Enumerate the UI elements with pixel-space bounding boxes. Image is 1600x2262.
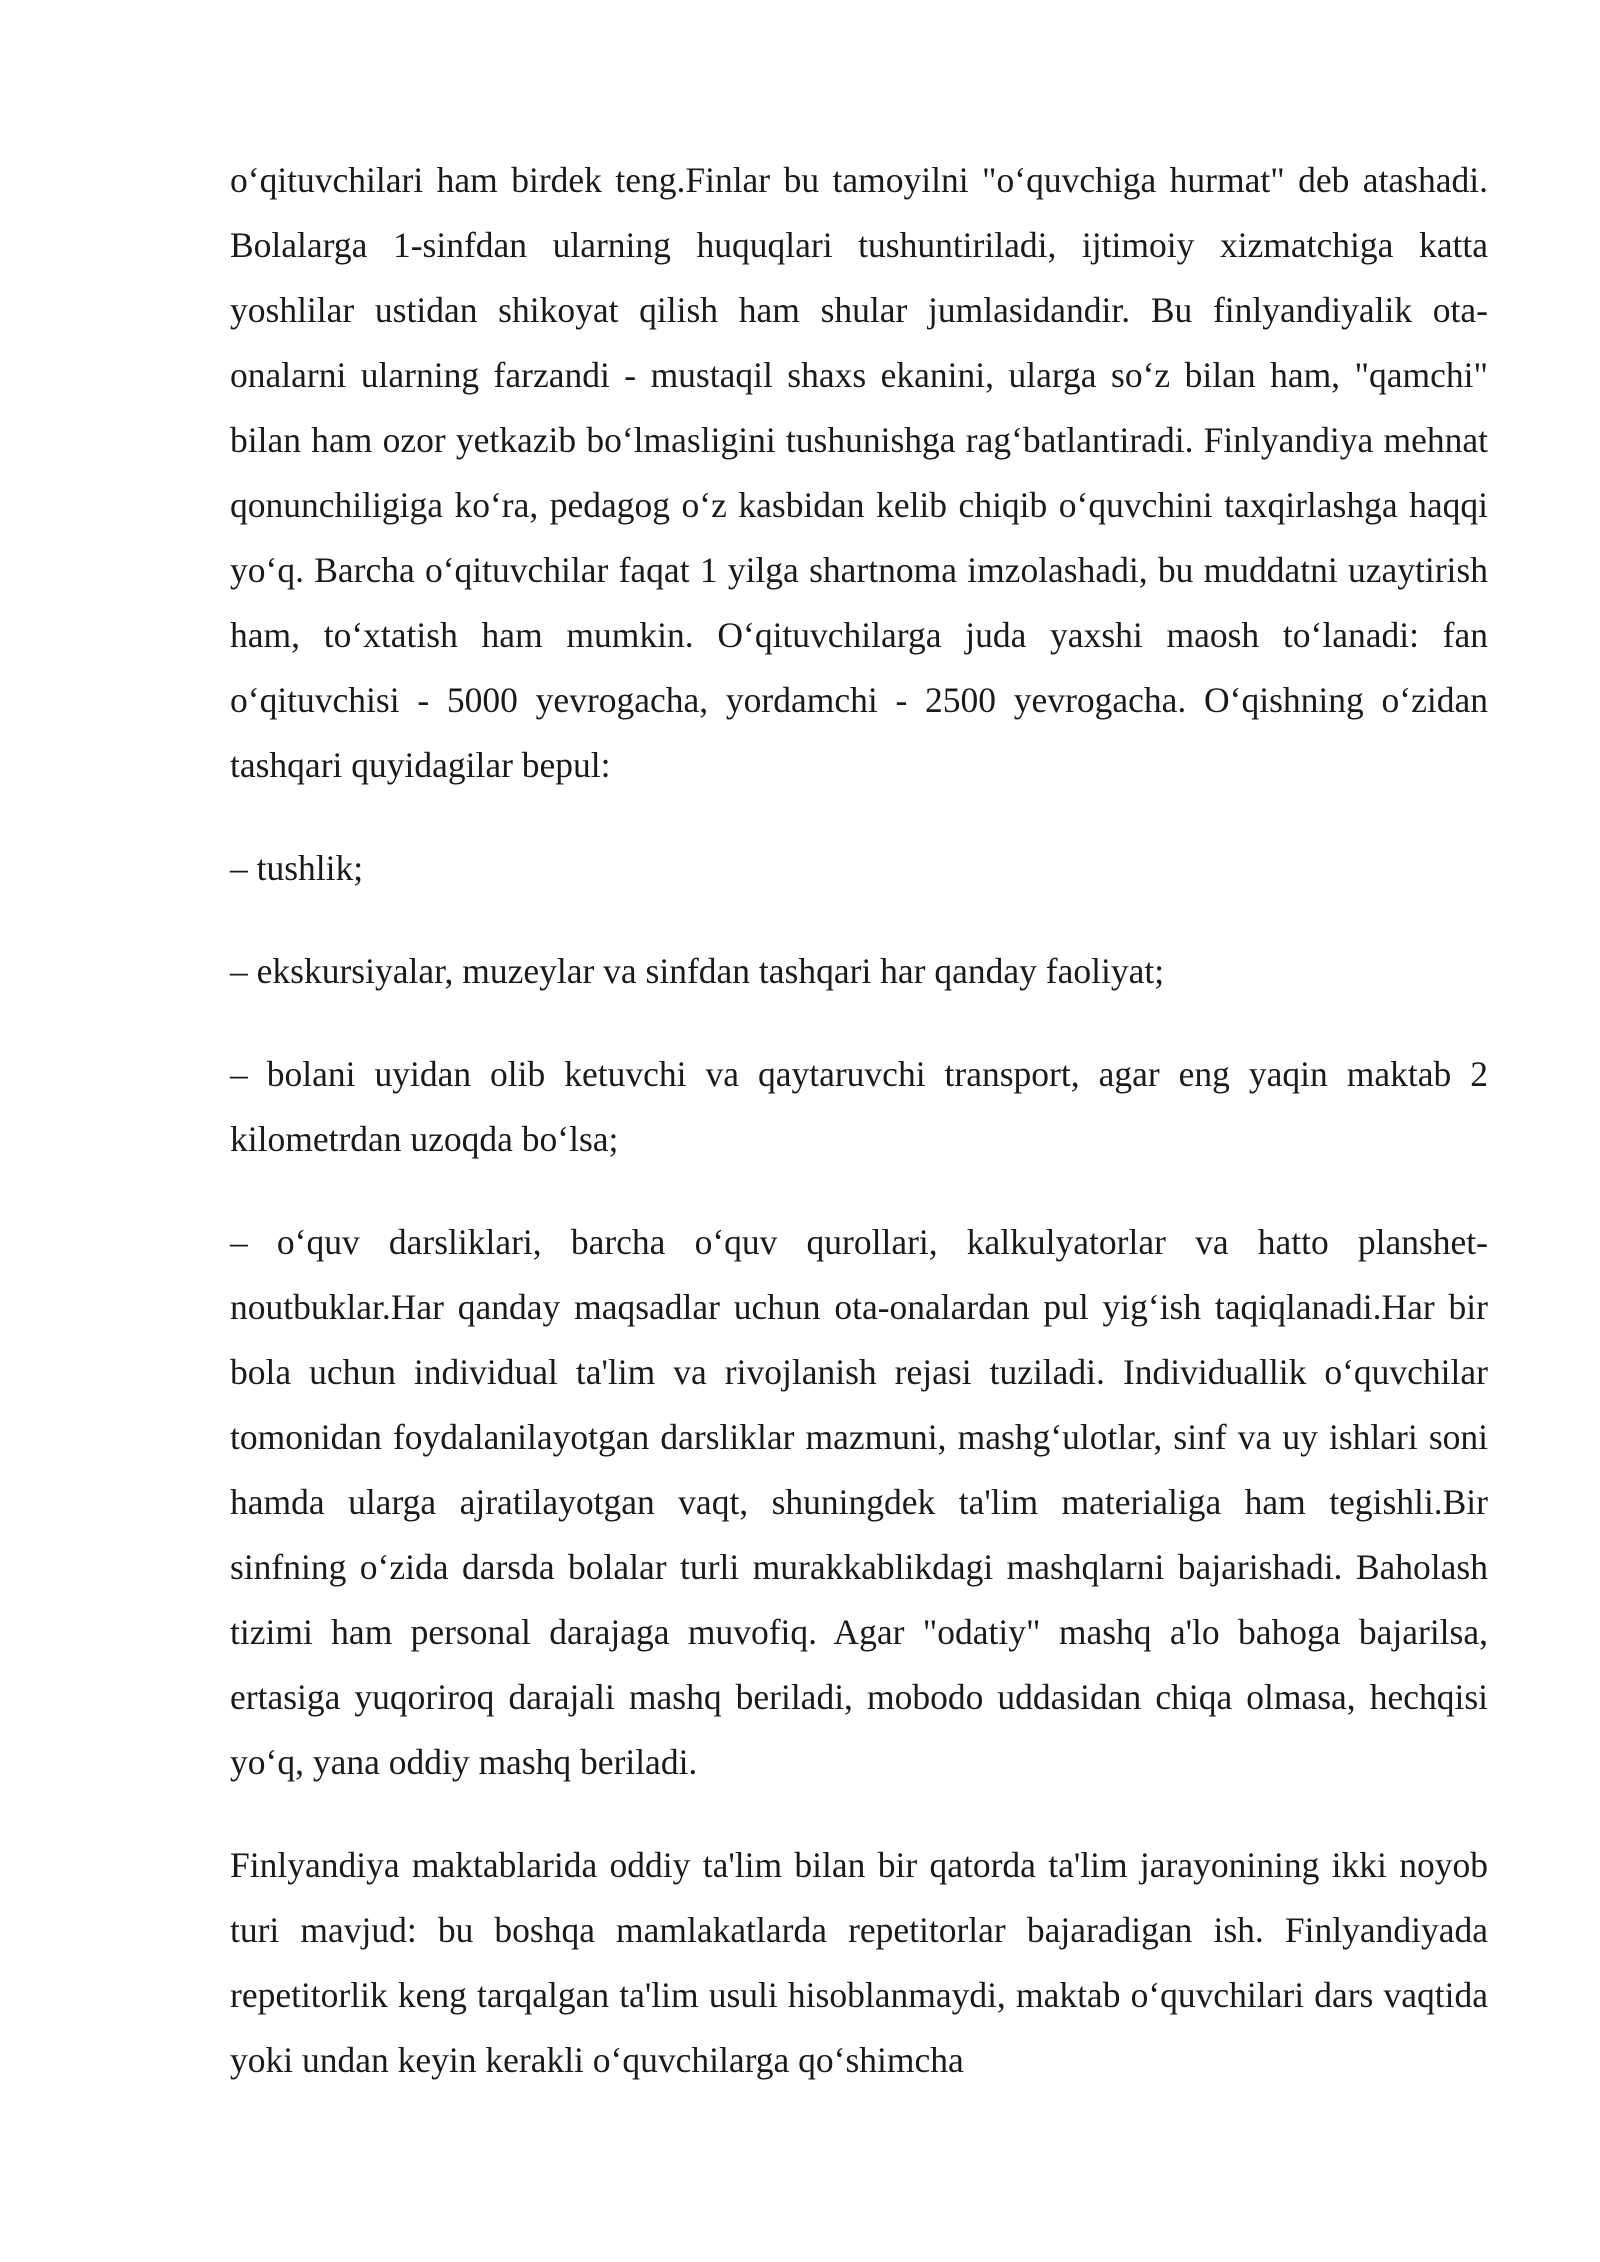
- list-item-textbooks: – oʻquv darsliklari, barcha oʻquv qurollari, kalkulyatorlar va hatto planshet-noutbuklar.Har qanday maqsadlar uchun ota-onalardan pul yigʻish taqiqlanadi.Har bir bola uchun individual ta'lim va rivojlanish rejasi tuziladi. Individuallik oʻquvchilar tomonidan foydalanilayotgan darsliklar mazmuni, mashgʻulotlar, sinf va uy ishlari soni hamda ularga ajratilayotgan vaqt, shuningdek ta'lim materialiga ham tegishli.Bir sinfning oʻzida darsda bolalar turli murakkablikdagi mashqlarni bajarishadi. Baholash tizimi ham personal darajaga muvofiq. Agar "odatiy" mashq a'lo bahoga bajarilsa, ertasiga yuqoriroq darajali mashq beriladi, mobodo uddasidan chiqa olmasa, hechqisi yoʻq, yana oddiy mashq beriladi.: [230, 1222, 1488, 1782]
- list-item-transport: – bolani uyidan olib ketuvchi va qaytaruvchi transport, agar eng yaqin maktab 2 kilometrdan uzoqda boʻlsa;: [230, 1054, 1488, 1159]
- list-item-lunch: – tushlik;: [230, 848, 364, 888]
- list-item-excursions: – ekskursiyalar, muzeylar va sinfdan tashqari har qanday faoliyat;: [230, 951, 1165, 991]
- paragraph-intro: oʻqituvchilari ham birdek teng.Finlar bu tamoyilni "oʻquvchiga hurmat" deb atashadi. Bolalarga 1-sinfdan ularning huquqlari tushuntiriladi, ijtimoiy xizmatchiga katta yoshlilar ustidan shikoyat qilish ham shular jumlasidandir. Bu finlyandiyalik ota-onalarni ularning farzandi - mustaqil shaxs ekanini, ularga soʻz bilan ham, "qamchi" bilan ham ozor yetkazib boʻlmasligini tushunishga ragʻbatlantiradi. Finlyandiya mehnat qonunchiligiga koʻra, pedagog oʻz kasbidan kelib chiqib oʻquvchini taxqirlashga haqqi yoʻq. Barcha oʻqituvchilar faqat 1 yilga shartnoma imzolashadi, bu muddatni uzaytirish ham, toʻxtatish ham mumkin. Oʻqituvchilarga juda yaxshi maosh toʻlanadi: fan oʻqituvchisi - 5000 yevrogacha, yordamchi - 2500 yevrogacha. Oʻqishning oʻzidan tashqari quyidagilar bepul:: [230, 160, 1488, 785]
- document-body: [230, 148, 1488, 2093]
- paragraph-finland-schools: Finlyandiya maktablarida oddiy ta'lim bilan bir qatorda ta'lim jarayonining ikki noyob turi mavjud: bu boshqa mamlakatlarda repetitorlar bajaradigan ish. Finlyandiyada repetitorlik keng tarqalgan ta'lim usuli hisoblanmaydi, maktab oʻquvchilari dars vaqtida yoki undan keyin kerakli oʻquvchilarga qoʻshimcha: [230, 1845, 1488, 2080]
